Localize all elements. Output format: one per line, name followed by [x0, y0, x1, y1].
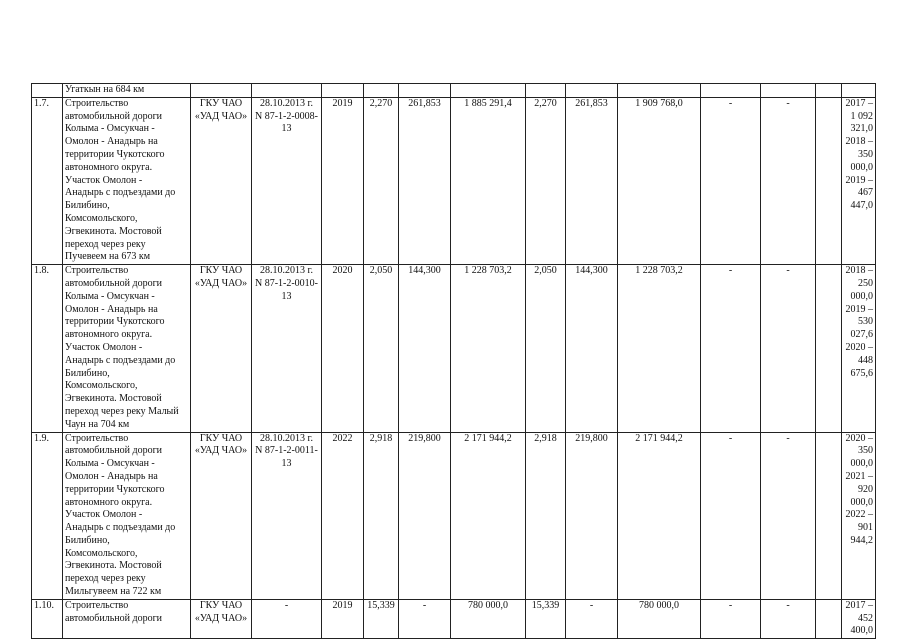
bridge-length-m: 261,853	[399, 97, 451, 264]
length-km-2: 2,270	[526, 97, 566, 264]
expertise-doc: 28.10.2013 г. N 87-1-2-0010- 13	[252, 265, 322, 432]
dash-cell: -	[701, 432, 761, 599]
commission-year: 2019	[322, 97, 364, 264]
estimated-cost-2: 2 171 944,2	[618, 432, 701, 599]
length-km: 2,270	[364, 97, 399, 264]
financing-schedule: 2017 – 1 092 321,0 2018 – 350 000,0 2019 – 467 447,0	[842, 97, 876, 264]
estimated-cost-2: 1 909 768,0	[618, 97, 701, 264]
bridge-length-m-2: 219,800	[566, 432, 618, 599]
row-number: 1.9.	[32, 432, 63, 599]
dash-cell: -	[701, 265, 761, 432]
road-construction-table	[31, 83, 876, 639]
bridge-length-m: 144,300	[399, 265, 451, 432]
table-row	[32, 265, 876, 432]
bridge-length-m: -	[399, 599, 451, 638]
bridge-length-m-2: 144,300	[566, 265, 618, 432]
estimated-cost: 1 885 291,4	[451, 97, 526, 264]
estimated-cost-2: 780 000,0	[618, 599, 701, 638]
financing-schedule: 2020 – 350 000,0 2021 – 920 000,0 2022 – 901 944,2	[842, 432, 876, 599]
length-km: 2,918	[364, 432, 399, 599]
estimated-cost-2: 1 228 703,2	[618, 265, 701, 432]
dash-cell: -	[761, 432, 816, 599]
commission-year: 2020	[322, 265, 364, 432]
customer: ГКУ ЧАО «УАД ЧАО»	[191, 599, 252, 638]
commission-year: 2019	[322, 599, 364, 638]
row-number: 1.10.	[32, 599, 63, 638]
continuation-text: Угаткын на 684 км	[63, 84, 191, 98]
row-number: 1.7.	[32, 97, 63, 264]
length-km-2: 2,050	[526, 265, 566, 432]
object-name: Строительство автомобильной дороги	[63, 599, 191, 638]
financing-schedule: 2017 – 452 400,0	[842, 599, 876, 638]
table-row	[32, 432, 876, 599]
expertise-doc: -	[252, 599, 322, 638]
customer: ГКУ ЧАО «УАД ЧАО»	[191, 97, 252, 264]
table-row	[32, 599, 876, 638]
estimated-cost: 2 171 944,2	[451, 432, 526, 599]
dash-cell: -	[761, 97, 816, 264]
bridge-length-m-2: 261,853	[566, 97, 618, 264]
dash-cell: -	[701, 97, 761, 264]
length-km-2: 2,918	[526, 432, 566, 599]
length-km: 15,339	[364, 599, 399, 638]
document-page	[31, 83, 875, 639]
dash-cell: -	[761, 599, 816, 638]
commission-year: 2022	[322, 432, 364, 599]
dash-cell: -	[701, 599, 761, 638]
customer: ГКУ ЧАО «УАД ЧАО»	[191, 265, 252, 432]
bridge-length-m-2: -	[566, 599, 618, 638]
bridge-length-m: 219,800	[399, 432, 451, 599]
object-name: Строительство автомобильной дороги Колыма - Омсукчан - Омолон - Анадырь на территории Чукотского автономного округа. Участок Омолон - Анадырь с подъездами до Билибино, Комсомольского, Эгвекинота. Мостовой переход через реку Мильгувеем на 722 км	[63, 432, 191, 599]
length-km: 2,050	[364, 265, 399, 432]
dash-cell: -	[761, 265, 816, 432]
row-number: 1.8.	[32, 265, 63, 432]
expertise-doc: 28.10.2013 г. N 87-1-2-0008- 13	[252, 97, 322, 264]
financing-schedule: 2018 – 250 000,0 2019 – 530 027,6 2020 – 448 675,6	[842, 265, 876, 432]
object-name: Строительство автомобильной дороги Колыма - Омсукчан - Омолон - Анадырь на территории Чукотского автономного округа. Участок Омолон - Анадырь с подъездами до Билибино, Комсомольского, Эгвекинота. Мостовой переход через реку Малый Чаун на 704 км	[63, 265, 191, 432]
customer: ГКУ ЧАО «УАД ЧАО»	[191, 432, 252, 599]
estimated-cost: 1 228 703,2	[451, 265, 526, 432]
length-km-2: 15,339	[526, 599, 566, 638]
continuation-row	[32, 84, 876, 98]
expertise-doc: 28.10.2013 г. N 87-1-2-0011- 13	[252, 432, 322, 599]
table-row	[32, 97, 876, 264]
estimated-cost: 780 000,0	[451, 599, 526, 638]
object-name: Строительство автомобильной дороги Колыма - Омсукчан - Омолон - Анадырь на территории Чукотского автономного округа. Участок Омолон - Анадырь с подъездами до Билибино, Комсомольского, Эгвекинота. Мостовой переход через реку Пучевеем на 673 км	[63, 97, 191, 264]
